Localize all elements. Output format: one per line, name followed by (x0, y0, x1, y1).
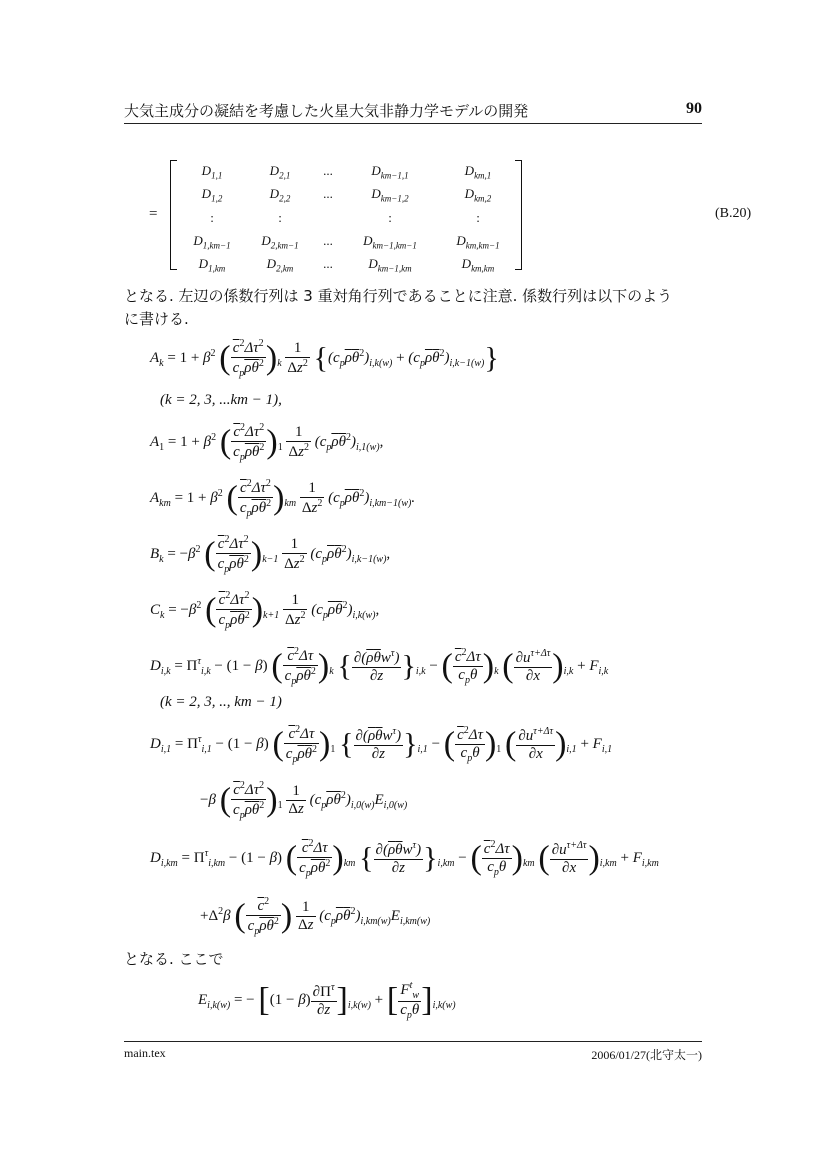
matrix-cell: $D_{km,km-1}$ (456, 233, 500, 251)
k-range-note: (k = 2, 3, ...km − 1), (160, 392, 282, 408)
matrix-cell: $D_{1,km-1}$ (193, 233, 231, 251)
equation-c-k: $C_k = -\beta^2$ ( $\frac{\overline{c}^2\Delta\tau^2}{c_p\overline{\rho}\overline{\theta}^2}$ )$_{k+1}$ $\frac{1}{\Delta z^2}$ $(c_p\overline{\rho}\overline{\theta}^2)_{i,k(w)}$, (150, 590, 380, 631)
matrix-cell: $D_{km,1}$ (464, 163, 492, 181)
header-rule (124, 123, 702, 124)
matrix-cell: $D_{2,km-1}$ (261, 233, 299, 251)
equation-a-k: $A_k = 1 + \beta^2$ ( $\frac{\overline{c}^2\Delta\tau^2}{c_p\overline{\rho}\overline{\theta}^2}$ )$_k$ $\frac{1}{\Delta z^2}$ $\{(c_p\overline{\rho}\overline{\theta}^2)_{i,k(w)} + (c_p\overline{\rho}\overline{\theta}^2)_{i,k-1(w)}\}$ (150, 338, 499, 379)
page-number: 90 (686, 100, 702, 117)
matrix-left-bracket (170, 160, 177, 270)
equation-a-1: $A_1 = 1 + \beta^2$ ( $\frac{\overline{c}^2\Delta\tau^2}{c_p\overline{\rho}\overline{\theta}^2}$ )$_1$ $\frac{1}{\Delta z^2}$ $(c_p\overline{\rho}\overline{\theta}^2)_{i,1(w)}$, (150, 422, 384, 463)
equation-d-ik: $D_{i,k} = \Pi^\tau_{i,k} - (1 - \beta)$ ( $\frac{\overline{c}^2\Delta\tau}{c_p\overline{\rho}\overline{\theta}^2}$ )$_k$ { $\frac{\partial(\overline{\rho}\overline{\theta}w^\tau)}{\partial z}$ }$_{i,k}$ − ( $\frac{\overline{c}^2\Delta\tau}{c_p\overline{\theta}}$ )$_k$ ( $\frac{\partial u^{\tau+\Delta\tau}}{\partial x}$ )$_{i,k} + F_{i,k}$ (150, 646, 609, 687)
equation-d-ikm-continued: $+\Delta^2\beta$ ( $\frac{\overline{c}^2}{c_p\overline{\rho}\overline{\theta}^2}$ ) $\frac{1}{\Delta z}$ $(c_p\overline{\rho}\overline{\theta}^2)_{i,km(w)}E_{i,km(w)}$ (200, 896, 431, 937)
matrix-cell: $D_{1,2}$ (201, 186, 223, 204)
header-title: 大気主成分の凝結を考慮した火星大気非静力学モデルの開発 (124, 102, 529, 120)
matrix-cell: $D_{km,km}$ (461, 256, 495, 274)
matrix-cell: $D_{2,2}$ (269, 186, 291, 204)
paragraph-line: となる. 左辺の係数行列は 3 重対角行列であることに注意. 係数行列は以下のよう (124, 287, 673, 305)
matrix-cell: $D_{km-1,2}$ (371, 186, 409, 204)
footer-date-author: 2006/01/27(北守太一) (591, 1048, 702, 1062)
equation-label: (B.20) (715, 206, 752, 221)
matrix-cell: ... (323, 233, 333, 248)
equation-a-km: $A_{km} = 1 + \beta^2$ ( $\frac{\overline{c}^2\Delta\tau^2}{c_p\overline{\rho}\overline{\theta}^2}$ )$_{km}$ $\frac{1}{\Delta z^2}$ $(c_p\overline{\rho}\overline{\theta}^2)_{i,km-1(w)}$. (150, 478, 416, 519)
matrix-equals-sign: = (149, 206, 158, 222)
footer-rule (124, 1041, 702, 1042)
footer-filename: main.tex (124, 1046, 166, 1060)
matrix-cell: $D_{km,2}$ (464, 186, 492, 204)
matrix-cell: $D_{2,1}$ (269, 163, 291, 181)
equation-d-i1: $D_{i,1} = \Pi^\tau_{i,1} - (1 - \beta)$ ( $\frac{\overline{c}^2\Delta\tau}{c_p\overline{\rho}\overline{\theta}^2}$ )$_1$ { $\frac{\partial(\overline{\rho}\overline{\theta}w^\tau)}{\partial z}$ }$_{i,1}$ − ( $\frac{\overline{c}^2\Delta\tau}{c_p\overline{\theta}}$ )$_1$ ( $\frac{\partial u^{\tau+\Delta\tau}}{\partial x}$ )$_{i,1} + F_{i,1}$ (150, 724, 613, 765)
equation-d-ikm: $D_{i,km} = \Pi^\tau_{i,km} - (1 - \beta)$ ( $\frac{\overline{c}^2\Delta\tau}{c_p\overline{\rho}\overline{\theta}^2}$ )$_{km}$ { $\frac{\partial(\overline{\rho}\overline{\theta}w^\tau)}{\partial z}$ }$_{i,km}$ − ( $\frac{\overline{c}^2\Delta\tau}{c_p\overline{\theta}}$ )$_{km}$ ( $\frac{\partial u^{\tau+\Delta\tau}}{\partial x}$ )$_{i,km} + F_{i,km}$ (150, 838, 659, 879)
matrix-cell: $D_{km-1,km}$ (368, 256, 412, 274)
matrix-right-bracket (515, 160, 522, 270)
matrix-cell: ... (323, 186, 333, 201)
matrix-cell: $D_{2,km}$ (266, 256, 294, 274)
matrix-cell: $D_{km-1,1}$ (371, 163, 409, 181)
matrix-cell: : (476, 210, 480, 225)
page-header (124, 100, 702, 122)
matrix-cell: : (210, 210, 214, 225)
matrix-cell: : (278, 210, 282, 225)
matrix-cell: $D_{1,1}$ (201, 163, 223, 181)
equation-d-i1-continued: −β ( $\frac{\overline{c}^2\Delta\tau^2}{c_p\overline{\rho}\overline{\theta}^2}$ )$_1$ $\frac{1}{\Delta z}$ $(c_p\overline{\rho}\overline{\theta}^2)_{i,0(w)}E_{i,0(w)}$ (200, 780, 408, 821)
equation-e-ik: $E_{i,k(w)}$ = − [(1 − β) $\frac{\partial\Pi^\tau}{\partial z}$ ]$_{i,k(w)}$ + [ $\frac{F^t_w}{c_p\overline{\theta}}$ ]$_{i,k(w)}$ (198, 980, 456, 1021)
paragraph-line: となる. ここで (124, 950, 224, 968)
matrix-cell: ... (323, 256, 333, 271)
k-range-note: (k = 2, 3, .., km − 1) (160, 694, 282, 710)
matrix-cell: $D_{km-1,km-1}$ (363, 233, 417, 251)
equation-b-k: $B_k = -\beta^2$ ( $\frac{\overline{c}^2\Delta\tau^2}{c_p\overline{\rho}\overline{\theta}^2}$ )$_{k-1}$ $\frac{1}{\Delta z^2}$ $(c_p\overline{\rho}\overline{\theta}^2)_{i,k-1(w)}$, (150, 534, 391, 575)
matrix-cell: ... (323, 163, 333, 178)
matrix-cell: : (388, 210, 392, 225)
matrix-cell: $D_{1,km}$ (198, 256, 226, 274)
paragraph-line: に書ける. (124, 310, 189, 328)
